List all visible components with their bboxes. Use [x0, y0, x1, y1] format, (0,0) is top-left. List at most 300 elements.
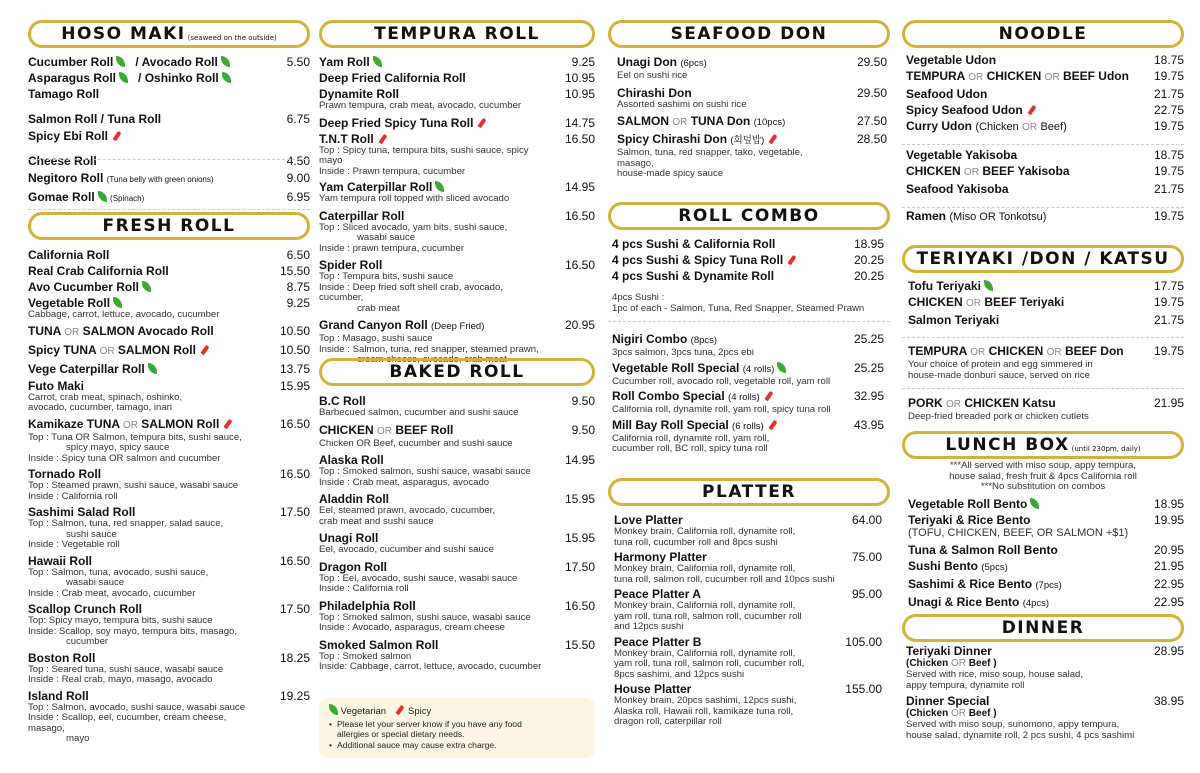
menu-item — [28, 602, 310, 648]
item-price: 75.00 — [851, 550, 882, 564]
item-price: 9.00 — [286, 171, 310, 185]
item-price: 25.25 — [853, 332, 884, 346]
item-name: Gomae Roll (Spinach) — [28, 190, 145, 204]
item-price: 95.00 — [851, 587, 882, 601]
spicy-pepper-icon — [764, 391, 773, 401]
roll-combo-header: ROLL COMBO — [608, 202, 890, 230]
menu-item — [28, 154, 310, 168]
baked-roll-header: BAKED ROLL — [319, 358, 595, 386]
menu-item — [28, 87, 310, 101]
note-item: • Please let your server know if you have any food allergies or special dietary needs. — [329, 719, 585, 739]
item-price: 29.50 — [856, 85, 887, 100]
item-price: 4.50 — [286, 154, 310, 168]
menu-item — [319, 71, 595, 85]
item-price: 15.95 — [564, 492, 595, 506]
menu-item — [28, 280, 310, 294]
item-description: Served with miso soup, sunomono, appy tempura, house salad, dynamite roll, 2 pcs sushi, 4 pcs sashimi — [906, 719, 1135, 741]
item-name: Unagi Roll — [319, 531, 379, 545]
item-name: House Platter — [614, 682, 692, 696]
menu-item — [908, 279, 1184, 293]
vegetarian-leaf-icon — [113, 297, 122, 308]
item-name: Tofu Teriyaki — [908, 279, 1138, 293]
item-description: Cabbage, carrot, lettuce, avocado, cucumber — [28, 309, 220, 320]
column-3 — [608, 14, 890, 764]
divider — [902, 337, 1184, 338]
item-name: Futo Maki — [28, 378, 84, 393]
note-item: • Additional sauce may cause extra charge. — [329, 740, 585, 750]
item-price: 64.00 — [851, 513, 882, 527]
baked-roll-section — [319, 394, 595, 673]
divider — [902, 207, 1184, 208]
menu-item — [908, 396, 1184, 423]
menu-item — [906, 148, 1184, 162]
item-name: Mill Bay Roll Special (6 rolls) — [612, 418, 838, 434]
item-name: Spicy Seafood Udon — [906, 103, 1138, 117]
item-price: 10.95 — [564, 87, 595, 101]
item-description: Monkey brain, California roll, dynamite roll, tuna roll, cucumber roll and 8pcs sushi — [614, 526, 796, 548]
item-description: Top : Tuna OR Salmon, tempura bits, sushi sauce, spicy mayo, spicy sauce Inside : Spicy tuna OR salmon and cucumber — [28, 431, 242, 464]
item-description: Top : Salmon, tuna, red snapper, salad sauce, sushi sauce Inside : Vegetable roll — [28, 518, 224, 550]
item-price: 16.50 — [564, 131, 595, 146]
vegetarian-leaf-icon — [777, 362, 786, 373]
hoso-maki-section — [28, 55, 310, 206]
item-description: California roll, dynamite roll, yam roll, spicy tuna roll — [612, 404, 831, 415]
item-description: (TOFU, CHICKEN, BEEF, OR SALMON +$1) — [908, 527, 1129, 539]
item-price: 20.95 — [1153, 543, 1184, 557]
item-name: Sashimi Salad Roll — [28, 505, 136, 519]
item-price: 16.50 — [564, 258, 595, 272]
item-price: 10.50 — [279, 323, 310, 338]
item-name: Boston Roll — [28, 650, 96, 665]
spicy-pepper-icon — [224, 418, 233, 428]
menu-item — [617, 132, 887, 180]
item-price: 21.95 — [1153, 396, 1184, 410]
item-name: Vegetable Yakisoba — [906, 148, 1018, 162]
item-description: 3pcs salmon, 3pcs tuna, 2pcs ebi — [612, 347, 754, 358]
item-name: Chirashi Don — [617, 85, 692, 100]
vegetarian-leaf-icon — [148, 363, 157, 374]
lunch-box-section — [902, 497, 1184, 611]
item-name: Island Roll — [28, 688, 89, 703]
item-description: Monkey brain, 20pcs sashimi, 12pcs sushi, Alaska roll, Hawaii roll, kamikaze tuna roll, dragon roll, caterpillar roll — [614, 695, 797, 727]
item-name: Cucumber Roll / Avocado Roll — [28, 55, 264, 69]
seafood-don-section — [608, 55, 887, 180]
menu-item — [612, 269, 884, 283]
item-price: 21.75 — [1153, 182, 1184, 196]
menu-item — [908, 313, 1184, 327]
column-2 — [319, 14, 595, 764]
roll-combo-section — [608, 237, 884, 314]
menu-item — [906, 119, 1184, 135]
vegetarian-leaf-icon — [116, 56, 125, 67]
menu-item — [28, 379, 310, 414]
menu-item — [617, 55, 887, 82]
spicy-pepper-icon — [768, 419, 777, 429]
divider — [28, 209, 310, 210]
seafood-don-header: SEAFOOD DON — [608, 20, 890, 48]
item-price: 16.50 — [279, 416, 310, 431]
item-name: Salmon Teriyaki — [908, 313, 1000, 327]
menu-item — [612, 389, 884, 416]
item-description: Eel on sushi rice — [617, 70, 688, 81]
vegetarian-leaf-icon — [222, 72, 231, 83]
item-name: Grand Canyon Roll (Deep Fried) — [319, 318, 485, 332]
divider — [28, 159, 310, 160]
fresh-roll-section — [28, 248, 310, 745]
item-price: 38.95 — [1153, 694, 1184, 708]
teriyaki-section — [902, 279, 1184, 423]
vegetarian-leaf-icon — [119, 72, 128, 83]
item-price: 21.75 — [1153, 313, 1184, 327]
spicy-pepper-icon — [769, 134, 778, 144]
item-name: B.C Roll — [319, 394, 366, 408]
item-name: Seafood Yakisoba — [906, 182, 1009, 196]
menu-item — [319, 258, 595, 314]
item-name: Cheese Roll — [28, 154, 97, 168]
combo-specials-section — [608, 332, 884, 455]
menu-item — [319, 492, 595, 527]
item-price: 16.50 — [564, 598, 595, 613]
menu-item — [28, 129, 310, 143]
menu-item — [612, 332, 884, 359]
item-name: Asparagus Roll / Oshinko Roll — [28, 71, 264, 85]
spicy-pepper-icon — [113, 131, 122, 141]
item-price: 32.95 — [853, 389, 884, 403]
item-price: 18.75 — [1153, 53, 1184, 67]
menu-item — [28, 55, 310, 69]
menu-item — [28, 171, 310, 187]
item-name: Kamikaze TUNA OR SALMON Roll — [28, 417, 264, 433]
menu-item — [906, 53, 1184, 67]
item-name: Ramen (Miso OR Tonkotsu) — [906, 209, 1047, 223]
item-price: 22.95 — [1153, 577, 1184, 591]
item-description: Monkey brain, California roll, dynamite roll, tuna roll, salmon roll, cucumber roll and 10pcs sushi — [614, 563, 835, 585]
item-name: Hawaii Roll — [28, 553, 93, 568]
menu-item — [906, 164, 1184, 180]
item-price: 17.50 — [564, 559, 595, 574]
vegetarian-leaf-icon — [329, 704, 338, 715]
item-name: Spicy Chirashi Don (회덮밥) — [617, 132, 841, 148]
item-price: 9.50 — [571, 394, 595, 408]
item-description: Top : Smoked salmon, sushi sauce, wasabi sauce Inside : Avocado, asparagus, cream cheese — [319, 611, 531, 633]
item-name: Unagi Don (6pcs) — [617, 55, 707, 69]
item-name: 4 pcs Sushi & Spicy Tuna Roll — [612, 253, 838, 267]
item-price: 25.25 — [853, 360, 884, 375]
legend: Vegetarian Spicy — [329, 704, 585, 717]
item-name: Deep Fried California Roll — [319, 71, 466, 85]
item-price: 9.50 — [571, 422, 595, 437]
item-description: Top: Spicy mayo, tempura bits, sushi sauce Inside: Scallop, soy mayo, tempura bits, masago, cucumber — [28, 615, 238, 647]
tempura-roll-section — [319, 55, 595, 366]
item-price: 19.75 — [1153, 119, 1184, 133]
item-name: Tornado Roll — [28, 467, 102, 481]
spicy-pepper-icon — [478, 117, 487, 127]
menu-item — [908, 577, 1184, 593]
vegetarian-leaf-icon — [98, 191, 107, 202]
menu-item — [319, 209, 595, 255]
hoso-maki-header: HOSO MAKI (seaweed on the outside) — [28, 20, 310, 48]
item-name: Smoked Salmon Roll — [319, 637, 439, 652]
item-name: (Chicken OR Beef ) — [906, 658, 997, 669]
menu-item — [28, 112, 310, 126]
item-name: Love Platter — [614, 513, 683, 527]
menu-item — [28, 362, 310, 376]
menu-item — [906, 103, 1184, 117]
item-description: Your choice of protein and egg simmered in house-made donburi sauce, served on rice — [908, 359, 1093, 381]
menu-item — [319, 560, 595, 595]
item-name: Teriyaki Dinner — [906, 644, 992, 658]
menu-item — [319, 132, 595, 178]
item-price: 6.95 — [286, 190, 310, 204]
lunch-box-header: LUNCH BOX (until 230pm, daily) — [902, 431, 1184, 459]
menu-item — [28, 343, 310, 359]
item-name: Curry Udon (Chicken OR Beef) — [906, 119, 1067, 133]
item-price: 18.95 — [853, 237, 884, 251]
spicy-pepper-icon — [396, 705, 405, 715]
item-price: 20.25 — [853, 253, 884, 267]
item-name: Sashimi & Rice Bento (7pcs) — [908, 577, 1062, 591]
item-price: 19.75 — [1153, 209, 1184, 223]
item-price: 105.00 — [845, 634, 882, 649]
item-name: Seafood Udon — [906, 87, 988, 101]
item-price: 10.95 — [564, 71, 595, 85]
column-4 — [902, 14, 1184, 764]
item-price: 19.75 — [1153, 69, 1184, 83]
item-description: Top : Eel, avocado, sushi sauce, wasabi sauce Inside : California roll — [319, 572, 518, 594]
menu-item — [28, 71, 310, 85]
item-price: 17.50 — [279, 505, 310, 519]
item-price: 10.50 — [279, 342, 310, 357]
item-price: 28.50 — [856, 132, 887, 146]
spicy-pepper-icon — [788, 255, 797, 265]
item-name: Caterpillar Roll — [319, 208, 405, 223]
menu-item — [28, 324, 310, 340]
spicy-pepper-icon — [378, 133, 387, 143]
item-price: 15.95 — [564, 531, 595, 545]
item-price: 5.50 — [286, 55, 310, 69]
item-price: 28.95 — [1153, 644, 1184, 658]
platter-header: PLATTER — [608, 478, 890, 506]
item-price: 19.75 — [1153, 164, 1184, 178]
item-name: Alaska Roll — [319, 453, 384, 467]
item-name: Vegetable Udon — [906, 53, 997, 67]
item-price: 17.75 — [1153, 279, 1184, 293]
item-name: Deep Fried Spicy Tuna Roll — [319, 116, 549, 130]
item-name: Spicy TUNA OR SALMON Roll — [28, 343, 264, 359]
menu-item — [319, 638, 595, 673]
item-price: 155.00 — [845, 682, 882, 696]
item-price: 16.50 — [279, 553, 310, 568]
menu-item — [617, 86, 887, 111]
item-price: 43.95 — [853, 417, 884, 432]
menu-item — [28, 264, 310, 278]
menu-item — [614, 587, 882, 633]
item-description: Eel, steamed prawn, avocado, cucumber, crab meat and sushi sauce — [319, 505, 495, 527]
item-description: Top : Tempura bits, sushi sauce Inside : Deep fried soft shell crab, avocado, cucumber, crab meat — [319, 271, 503, 314]
item-name: CHICKEN OR BEEF Teriyaki — [908, 295, 1065, 309]
dinner-section — [902, 644, 1184, 741]
item-price: 20.25 — [853, 269, 884, 283]
menu-item — [28, 248, 310, 262]
vegetarian-leaf-icon — [984, 280, 993, 291]
item-name: Real Crab California Roll — [28, 264, 169, 278]
menu-item — [906, 644, 1184, 691]
item-description: Eel, avocado, cucumber and sushi sauce — [319, 544, 494, 555]
item-name: Yam Roll — [319, 55, 549, 69]
menu-item — [906, 209, 1184, 224]
teriyaki-don-katsu-header: TERIYAKI /DON / KATSU — [902, 245, 1184, 273]
menu-item — [908, 595, 1184, 611]
item-price: 13.75 — [279, 361, 310, 376]
item-price: 17.50 — [279, 602, 310, 616]
vegetarian-leaf-icon — [1030, 498, 1039, 509]
menu-item — [612, 253, 884, 267]
item-description: Top : Sliced avocado, yam bits, sushi sauce, wasabi sauce Inside : prawn tempura, cucumber — [319, 221, 508, 254]
item-description: Salmon, tuna, red snapper, tako, vegetable, masago, house-made spicy sauce — [617, 147, 803, 179]
item-price: 6.75 — [286, 112, 310, 126]
menu-item — [28, 190, 310, 206]
menu-item — [319, 423, 595, 450]
menu-item — [319, 453, 595, 488]
item-name: Harmony Platter — [614, 550, 707, 564]
item-description: Monkey brain, California roll, dynamite roll, yam roll, tuna roll, salmon roll, cucumber roll and 12pcs sushi — [614, 600, 802, 632]
item-price: 19.95 — [1153, 513, 1184, 527]
divider — [902, 388, 1184, 389]
spicy-pepper-icon — [1027, 105, 1036, 115]
item-description: Barbecued salmon, cucumber and sushi sauce — [319, 407, 519, 418]
item-name: Teriyaki & Rice Bento — [908, 513, 1031, 527]
item-price: 14.75 — [564, 115, 595, 130]
item-name: Roll Combo Special (4 rolls) — [612, 389, 838, 405]
vegetarian-leaf-icon — [435, 181, 444, 192]
menu-item — [28, 554, 310, 600]
item-name: Vegetable Roll Bento — [908, 497, 1138, 511]
dietary-note-box — [319, 698, 595, 758]
item-price: 18.25 — [279, 650, 310, 665]
item-price: 18.95 — [1153, 497, 1184, 511]
item-name: Vegetable Roll Special (4 rolls) — [612, 361, 838, 377]
noodle-section — [902, 53, 1184, 224]
column-1 — [28, 14, 310, 764]
item-description: Assorted sashimi on sushi rice — [617, 98, 747, 110]
menu-item — [28, 505, 310, 551]
menu-item — [617, 114, 887, 130]
item-name: Peace Platter A — [614, 587, 701, 601]
item-price: 22.75 — [1153, 103, 1184, 117]
item-name: Vege Caterpillar Roll — [28, 362, 264, 376]
combo-note: 4pcs Sushi : 1pc of each - Salmon, Tuna, Red Snapper, Steamed Prawn — [612, 292, 865, 314]
item-name: Spider Roll — [319, 258, 383, 272]
divider — [902, 144, 1184, 145]
item-price: 6.50 — [286, 248, 310, 262]
item-name: SALMON OR TUNA Don (10pcs) — [617, 114, 786, 128]
item-price: 18.75 — [1153, 148, 1184, 162]
item-name: Vegetable Roll — [28, 296, 264, 310]
menu-item — [319, 599, 595, 634]
item-name: Salmon Roll / Tuna Roll — [28, 112, 162, 126]
item-price: 19.75 — [1153, 295, 1184, 309]
menu-item — [319, 180, 595, 205]
item-name: (Chicken OR Beef ) — [906, 708, 997, 719]
menu-item — [319, 55, 595, 69]
item-price: 20.95 — [564, 318, 595, 332]
menu-item — [319, 394, 595, 419]
menu-item — [906, 87, 1184, 101]
item-description: Top : Masago, sushi sauce Inside : Salmon, tuna, red snapper, steamed prawn, cream cheese, avocado, crab meat — [319, 333, 539, 365]
item-description: Top : Smoked salmon, sushi sauce, wasabi sauce Inside : Crab meat, asparagus, avocado — [319, 466, 531, 488]
menu-item — [614, 550, 882, 585]
menu-item — [28, 296, 310, 321]
vegetarian-leaf-icon — [221, 56, 230, 67]
item-price: 19.25 — [279, 688, 310, 703]
item-name: Spicy Ebi Roll — [28, 129, 264, 143]
lunch-box-notes: ***All served with miso soup, appy tempura, house salad, fresh fruit & 4pcs California roll ***No substitution on combos — [949, 460, 1137, 492]
item-name: Avo Cucumber Roll — [28, 280, 264, 294]
item-name: Nigiri Combo (8pcs) — [612, 332, 718, 346]
menu-item — [614, 635, 882, 681]
item-name: 4 pcs Sushi & Dynamite Roll — [612, 269, 775, 283]
item-description: Cucumber roll, avocado roll, vegetable roll, yam roll — [612, 375, 831, 387]
item-name: TUNA OR SALMON Avocado Roll — [28, 323, 214, 338]
menu-item — [28, 651, 310, 686]
item-description: California roll, dynamite roll, yam roll, cucumber roll, BC roll, spicy tuna roll — [612, 432, 770, 454]
menu-item — [908, 344, 1184, 381]
menu-item — [319, 116, 595, 130]
item-description: Chicken OR Beef, cucumber and sushi sauce — [319, 437, 513, 449]
menu-item — [28, 417, 310, 465]
item-name: CHICKEN OR BEEF Yakisoba — [906, 164, 1070, 178]
item-price: 16.50 — [279, 467, 310, 481]
item-price: 19.75 — [1153, 344, 1184, 358]
item-price: 14.95 — [564, 180, 595, 194]
menu-item — [612, 418, 884, 455]
item-price: 15.50 — [279, 264, 310, 278]
platter-section — [608, 513, 882, 728]
item-description: Top : Seared tuna, sushi sauce, wasabi sauce Inside : Real crab, mayo, masago, avocado — [28, 663, 224, 685]
menu-item — [614, 682, 882, 728]
item-price: 22.95 — [1153, 595, 1184, 609]
item-name: 4 pcs Sushi & California Roll — [612, 237, 776, 251]
item-name: Unagi & Rice Bento (4pcs) — [908, 595, 1050, 609]
menu-item — [28, 689, 310, 745]
item-price: 27.50 — [856, 114, 887, 128]
item-description: Monkey brain, California roll, dynamite roll, yam roll, tuna roll, salmon roll, cucumber roll, 8pcs sashimi, and 12pcs sushi — [614, 647, 805, 680]
item-description: Top : Salmon, avocado, sushi sauce, wasabi sauce Inside : Scallop, eel, cucumber, cream cheese, masago, mayo — [28, 701, 246, 744]
item-price: 9.25 — [286, 296, 310, 310]
item-name: Peace Platter B — [614, 634, 702, 649]
item-description: Top : Steamed prawn, sushi sauce, wasabi sauce Inside : California roll — [28, 480, 239, 502]
menu-item — [612, 361, 884, 388]
divider — [608, 321, 890, 322]
item-name: CHICKEN OR BEEF Roll — [319, 422, 454, 437]
item-price: 21.95 — [1153, 559, 1184, 573]
item-name: Sushi Bento (5pcs) — [908, 559, 1008, 573]
menu-item — [908, 559, 1184, 575]
item-name: Scallop Crunch Roll — [28, 602, 143, 616]
menu-item — [28, 467, 310, 502]
dinner-header: DINNER — [902, 614, 1184, 642]
item-price: 15.95 — [279, 378, 310, 393]
item-description: Prawn tempura, crab meat, avocado, cucumber — [319, 100, 522, 111]
item-name: PORK OR CHICKEN Katsu — [908, 396, 1056, 410]
item-description: Deep-fried breaded pork or chicken cutlets — [908, 411, 1089, 422]
item-description: Yam tempura roll topped with sliced avocado — [319, 193, 510, 204]
noodle-header: NOODLE — [902, 20, 1184, 48]
item-description: Served with rice, miso soup, house salad, appy tempura, dynamite roll — [906, 669, 1084, 691]
vegetarian-leaf-icon — [142, 281, 151, 292]
menu-item — [319, 531, 595, 556]
spicy-pepper-icon — [200, 344, 209, 354]
